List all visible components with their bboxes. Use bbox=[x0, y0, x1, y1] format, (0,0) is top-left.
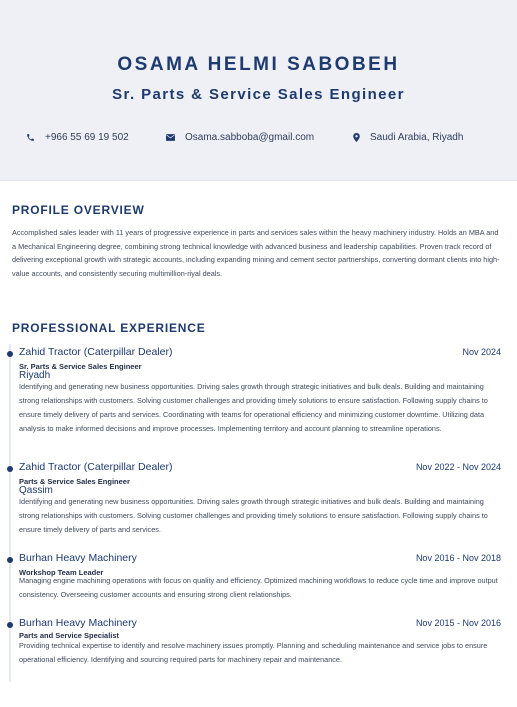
profile-section-title: PROFILE OVERVIEW bbox=[12, 203, 145, 217]
envelope-icon bbox=[166, 134, 175, 141]
timeline-dot bbox=[7, 622, 13, 628]
phone-icon bbox=[26, 133, 35, 142]
profile-text: Accomplished sales leader with 11 years of progressive experience in parts and services sales within the heavy machinery industry. Holds an MBA and a Mechanical Engineering degree, combining strong technical knowledge with advanced business and leadership capabilities. Proven track record of delivering exceptional growth with strategic accounts, including expanding mining and cement sector partnerships, converting dormant clients into high-value accounts, and consistently securing multimillion-riyal deals. bbox=[12, 228, 500, 278]
timeline-line bbox=[9, 344, 11, 682]
job-company: Burhan Heavy Machinery bbox=[19, 552, 137, 564]
location-text: Saudi Arabia, Riyadh bbox=[370, 132, 464, 143]
job-location: Riyadh bbox=[19, 370, 51, 381]
job-date: Nov 2016 - Nov 2018 bbox=[415, 553, 501, 563]
resume-header bbox=[0, 0, 517, 181]
experience-section-title: PROFESSIONAL EXPERIENCE bbox=[12, 321, 206, 335]
map-pin-icon bbox=[353, 133, 360, 142]
job-title: Sr. Parts & Service Sales Engineer bbox=[19, 362, 142, 371]
job-location: Qassim bbox=[19, 485, 53, 496]
job-date: Nov 2024 bbox=[462, 347, 501, 357]
candidate-name: OSAMA HELMI SABOBEH bbox=[117, 54, 400, 75]
contact-bar bbox=[26, 132, 497, 146]
timeline-dot bbox=[7, 351, 13, 357]
job-title: Parts and Service Specialist bbox=[19, 631, 120, 640]
job-date: Nov 2015 - Nov 2016 bbox=[415, 618, 501, 628]
job-description: Identifying and generating new business opportunities. Driving sales growth through strategic initiatives and bulk deals. Building and maintaining strong relationships with customers. Solving customer challenges and providing timely solutions to ensure satisfaction. Following supply chains to ensure timely delivery of parts and services. bbox=[19, 497, 488, 534]
contact-email[interactable] bbox=[166, 132, 314, 143]
timeline-dot bbox=[7, 557, 13, 563]
job-date: Nov 2022 - Nov 2024 bbox=[415, 462, 501, 472]
job-description: Providing technical expertise to identify and resolve machinery issues promptly. Planning and scheduling maintenance and service jobs to ensure operational efficiency. Identifying and sourcing required parts for machinery repair and maintenance. bbox=[19, 641, 488, 664]
job-title: Parts & Service Sales Engineer bbox=[19, 477, 130, 486]
contact-location bbox=[353, 132, 463, 143]
candidate-role: Sr. Parts & Service Sales Engineer bbox=[112, 86, 405, 103]
phone-text: +966 55 69 19 502 bbox=[45, 132, 129, 143]
job-description: Identifying and generating new business opportunities. Driving sales growth through strategic initiatives and bulk deals. Building and maintaining strong relationships with customers. Solving customer challenges and providing timely solutions to ensure satisfaction. Following supply chains to ensure timely delivery of parts and services. Coordinating with teams for operational efficiency and minimizing customer downtime. Utilizing data analysis to make informed decisions and improve processes. Implementing territory and account planning to streamline operations. bbox=[19, 382, 488, 433]
job-company: Zahid Tractor (Caterpillar Dealer) bbox=[19, 346, 173, 358]
job-description: Managing engine machining operations with focus on quality and efficiency. Optimized machining workflows to reduce cycle time and improve output consistency. Overseeing customer accounts and ensuring strong client relationships. bbox=[19, 576, 498, 599]
job-title: Workshop Team Leader bbox=[19, 568, 104, 577]
timeline-dot bbox=[7, 466, 13, 472]
job-company: Zahid Tractor (Caterpillar Dealer) bbox=[19, 461, 173, 473]
contact-phone[interactable] bbox=[26, 132, 129, 143]
email-text: Osama.sabboba@gmail.com bbox=[185, 132, 315, 143]
job-company: Burhan Heavy Machinery bbox=[19, 617, 137, 629]
